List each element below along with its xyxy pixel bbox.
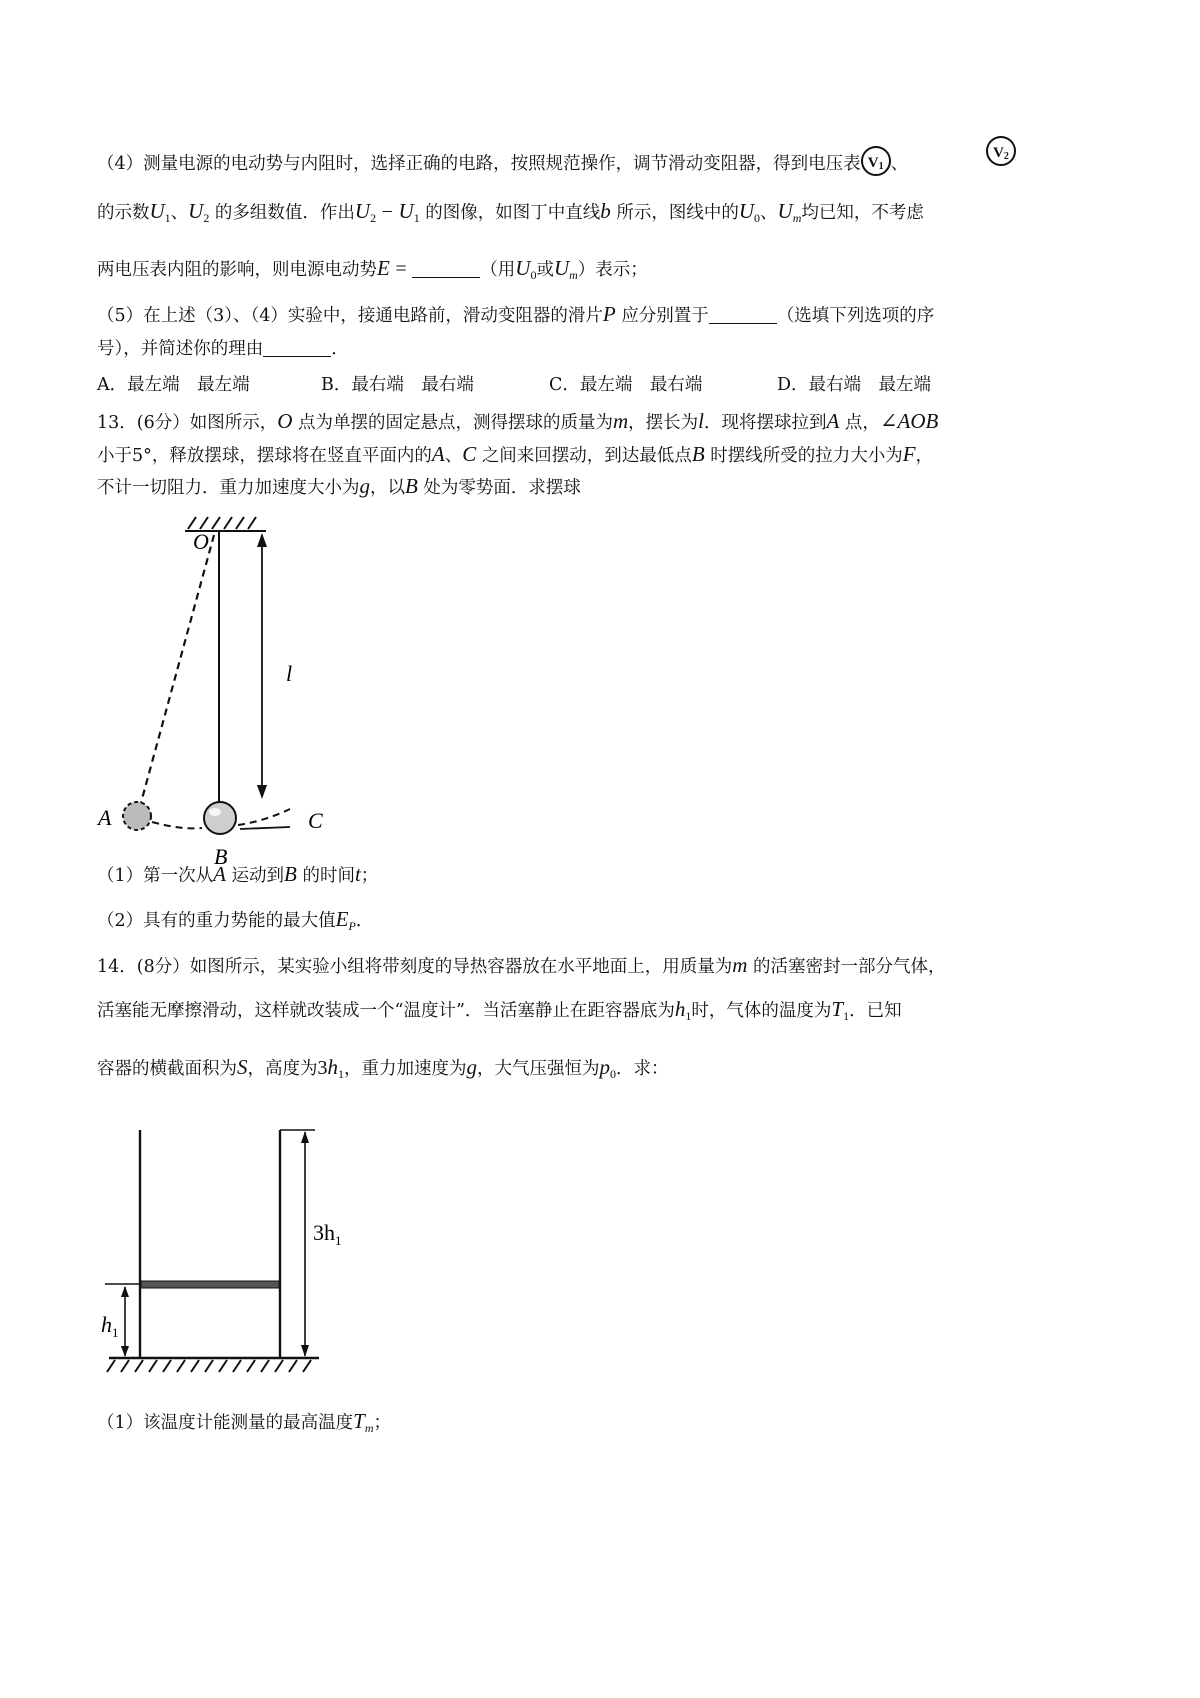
- q14-line3: 容器的横截面积为S，高度为$3h_1$，重力加速度为g，大气压强恒为$p_0$．求：: [97, 1055, 669, 1081]
- label-h1: $h_1$: [101, 1312, 119, 1340]
- label-3h1: $3h_1$: [313, 1220, 342, 1248]
- q12-text: （4）测量电源的电动势与内阻时，选择正确的电路，按照规范操作，调节滑动变阻器，得到电压表: [97, 154, 861, 174]
- q13-sub2: （2）具有的重力势能的最大值$E_P$．: [97, 907, 374, 933]
- pendulum-figure: [90, 505, 350, 869]
- answer-blank-emf[interactable]: [412, 259, 480, 278]
- q12-part5-line2: 号），并简述你的理由 ．: [97, 339, 349, 359]
- q12-part4-line2: 的示数$U_1$、$U_2$ 的多组数值．作出$U_2 - U_1$ 的图像，如图丁中直线b 所示，图线中的$U_0$、$U_m$均已知，不考虑: [97, 199, 924, 225]
- q13-line1: 13．(6分）如图所示，O 点为单摆的固定悬点，测得摆球的质量为m，摆长为l．现将摆球拉到A 点，∠AOB: [97, 409, 939, 433]
- voltmeter-v1-icon: $V_1$: [861, 146, 891, 176]
- q14-line1: 14．(8分）如图所示，某实验小组将带刻度的导热容器放在水平地面上，用质量为m 的活塞密封一部分气体，: [97, 953, 946, 977]
- option-c[interactable]: C．最左端 最右端: [549, 375, 703, 395]
- q14-sub1: （1）该温度计能测量的最高温度$T_m$；: [97, 1409, 391, 1435]
- q12-part4-line3: 两电压表内阻的影响，则电源电动势E = （用$U_0$或$U_m$）表示；: [97, 256, 648, 282]
- answer-blank-reason[interactable]: [263, 338, 331, 357]
- q13-line2: 小于5°，释放摆球，摆球将在竖直平面内的A、C 之间来回摆动，到达最低点B 时摆线所受的拉力大小为F，: [97, 442, 934, 466]
- q12-part5-line1: （5）在上述（3）、（4）实验中，接通电路前，滑动变阻器的滑片P 应分别置于 （选填下列选项的序: [97, 302, 935, 326]
- answer-blank-positions[interactable]: [709, 305, 777, 324]
- ball-a: [123, 802, 151, 830]
- q13-line3: 不计一切阻力．重力加速度大小为g，以B 处为零势面．求摆球: [97, 474, 581, 498]
- label-c: C: [308, 808, 323, 833]
- q14-line2: 活塞能无摩擦滑动，这样就改装成一个“温度计”．当活塞静止在距容器底为$h_1$时，气体的温度为$T_1$．已知: [97, 997, 902, 1023]
- option-d[interactable]: D．最右端 最左端: [777, 375, 932, 395]
- label-a: A: [98, 805, 112, 830]
- piston: [141, 1281, 279, 1288]
- label-o: O: [193, 529, 209, 554]
- q13-sub1: （1）第一次从A 运动到B 的时间t；: [97, 862, 379, 886]
- ball-b: [204, 802, 236, 834]
- option-a[interactable]: A．最左端 最左端: [97, 375, 250, 395]
- container-figure: [95, 1110, 365, 1380]
- label-l: l: [286, 661, 293, 686]
- voltmeter-v2-icon: $V_2$: [986, 136, 1016, 166]
- label-b: B: [214, 844, 228, 869]
- q12-part4-line1: （4）测量电源的电动势与内阻时，选择正确的电路，按照规范操作，调节滑动变阻器，得到电压表 $V_1$ 、: [97, 146, 908, 176]
- voltmeter-v2-icon-wrap: [986, 136, 1016, 166]
- option-b[interactable]: B．最右端 最右端: [321, 375, 474, 395]
